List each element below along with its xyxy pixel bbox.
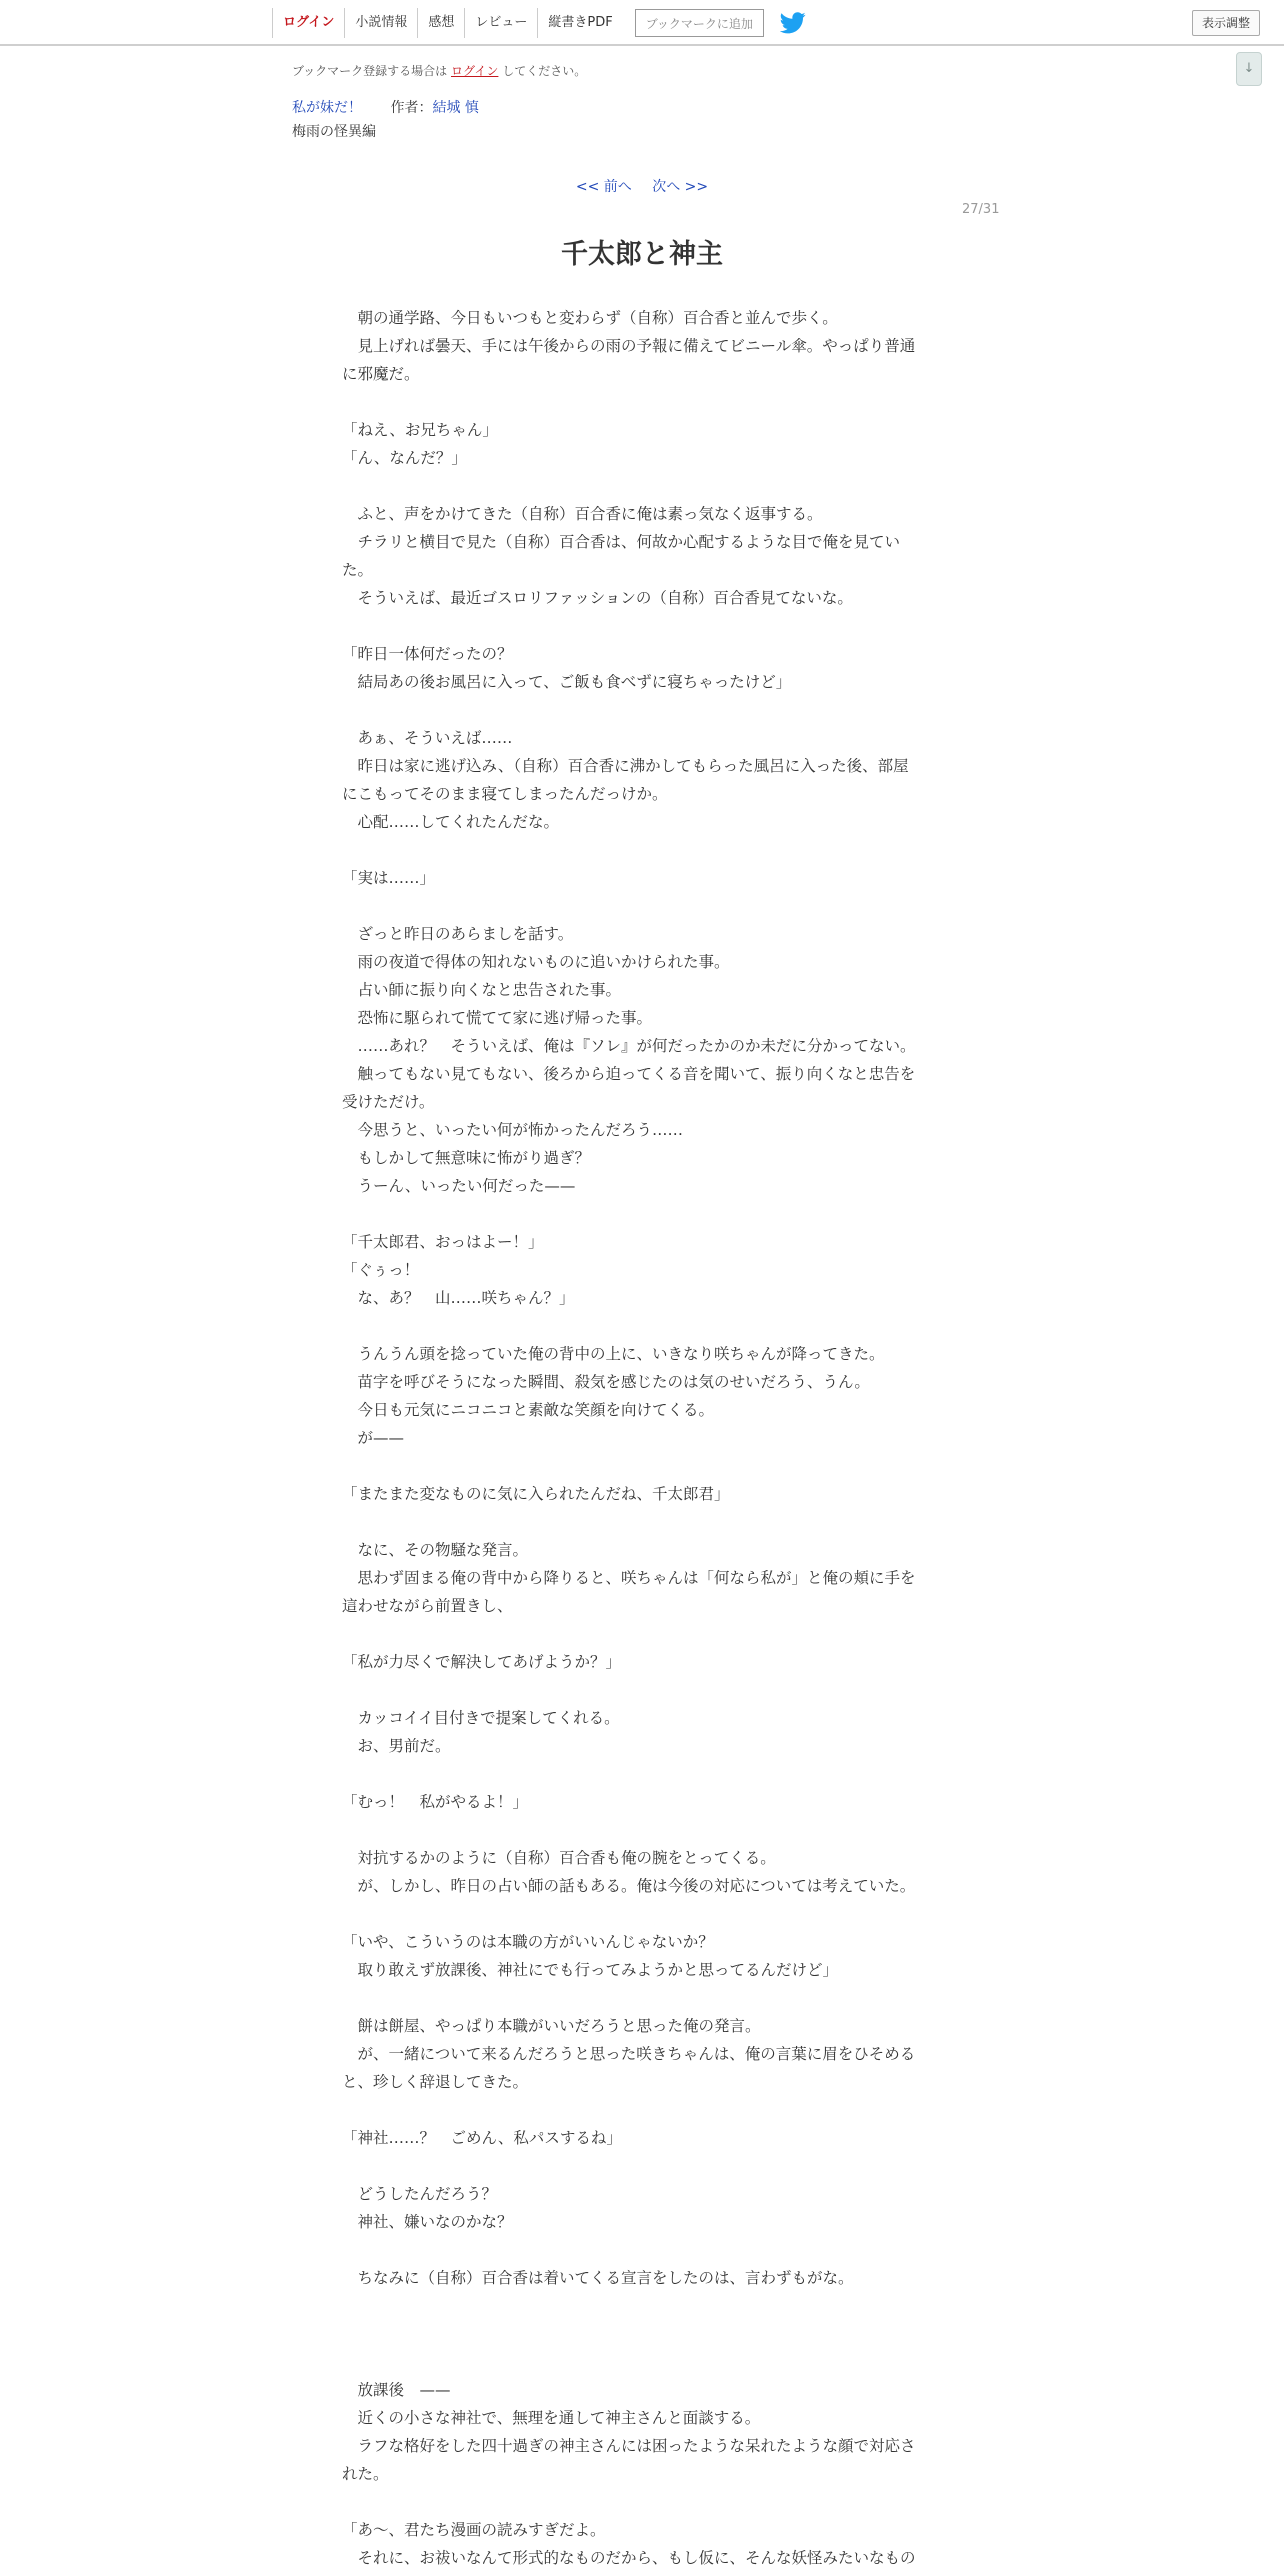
novel-header bbox=[292, 97, 479, 117]
body-line: 「ねえ、お兄ちゃん」 bbox=[342, 421, 498, 439]
body-line: 苗字を呼びそうになった瞬間、殺気を感じたのは気のせいだろう、うん。 bbox=[342, 1373, 870, 1391]
body-line: うーん、いったい何だった—— bbox=[342, 1177, 576, 1195]
body-line: 取り敢えず放課後、神社にでも行ってみようかと思ってるんだけど」 bbox=[342, 1961, 839, 1979]
next-page-link[interactable]: 次へ >> bbox=[652, 179, 709, 195]
body-line: 見上げれば曇天、手には午後からの雨の予報に備えてビニール傘。やっぱり普通 bbox=[342, 337, 916, 355]
body-line: どうしたんだろう？ bbox=[342, 2185, 498, 2203]
notice-suffix: してください。 bbox=[502, 64, 587, 78]
notice-login-link[interactable]: ログイン bbox=[451, 64, 499, 78]
body-line bbox=[342, 1620, 940, 1648]
body-line bbox=[342, 472, 940, 500]
display-settings-button[interactable]: 表示調整 bbox=[1192, 10, 1260, 36]
notice-prefix: ブックマーク登録する場合は bbox=[292, 64, 448, 78]
body-line bbox=[342, 2348, 940, 2376]
chapter-title: 梅雨の怪異編 bbox=[292, 124, 376, 140]
body-line bbox=[342, 612, 940, 640]
novel-info-link[interactable]: 小説情報 bbox=[344, 8, 417, 38]
body-line bbox=[342, 892, 940, 920]
body-line: な、あ？ 山……咲ちゃん？」 bbox=[342, 1289, 575, 1307]
body-line: 「ん、なんだ？」 bbox=[342, 449, 467, 467]
novel-body bbox=[342, 304, 940, 2572]
body-line: 「ぐぅっ！ bbox=[342, 1261, 420, 1279]
body-line: なに、その物騒な発言。 bbox=[342, 1541, 529, 1559]
body-line: もしかして無意味に怖がり過ぎ？ bbox=[342, 1149, 591, 1167]
body-line: 「むっ！ 私がやるよ！」 bbox=[342, 1793, 529, 1811]
top-navigation-bar bbox=[0, 0, 1284, 46]
body-line: 恐怖に駆られて慌てて家に逃げ帰った事。 bbox=[342, 1009, 653, 1027]
body-line: 放課後 —— bbox=[342, 2381, 451, 2399]
body-line bbox=[342, 696, 940, 724]
body-line bbox=[342, 1816, 940, 1844]
body-line: 「昨日一体何だったの？ bbox=[342, 645, 513, 663]
body-line: 「私が力尽くで解決してあげようか？」 bbox=[342, 1653, 622, 1671]
body-line bbox=[342, 2292, 940, 2320]
review-link[interactable]: レビュー bbox=[464, 8, 537, 38]
body-line bbox=[342, 2152, 940, 2180]
body-line bbox=[342, 1508, 940, 1536]
body-line: 今思うと、いったい何が怖かったんだろう…… bbox=[342, 1121, 684, 1139]
body-line bbox=[342, 2320, 940, 2348]
body-line bbox=[342, 1200, 940, 1228]
body-line: うんうん頭を捻っていた俺の背中の上に、いきなり咲ちゃんが降ってきた。 bbox=[342, 1345, 885, 1363]
body-line: と、珍しく辞退してきた。 bbox=[342, 2073, 529, 2091]
body-line: ラフな格好をした四十過ぎの神主さんには困ったような呆れたような顔で対応さ bbox=[342, 2437, 916, 2455]
body-line bbox=[342, 1452, 940, 1480]
login-link[interactable]: ログイン bbox=[272, 8, 344, 38]
body-line bbox=[342, 2488, 940, 2516]
body-line bbox=[342, 1312, 940, 1340]
body-line: が、一緒について来るんだろうと思った咲きちゃんは、俺の言葉に眉をひそめる bbox=[342, 2045, 916, 2063]
body-line bbox=[342, 1760, 940, 1788]
body-line: た。 bbox=[342, 561, 374, 579]
body-line: お、男前だ。 bbox=[342, 1737, 451, 1755]
body-line: 心配……してくれたんだな。 bbox=[342, 813, 560, 831]
body-line: ……あれ？ そういえば、俺は『ソレ』が何だったかのか未だに分かってない。 bbox=[342, 1037, 916, 1055]
body-line: ふと、声をかけてきた（自称）百合香に俺は素っ気なく返事する。 bbox=[342, 505, 823, 523]
body-line: 「実は……」 bbox=[342, 869, 436, 887]
body-line: が、しかし、昨日の占い師の話もある。俺は今後の対応については考えていた。 bbox=[342, 1877, 916, 1895]
body-line: にこもってそのまま寝てしまったんだっけか。 bbox=[342, 785, 668, 803]
body-line: ちなみに（自称）百合香は着いてくる宣言をしたのは、言わずもがな。 bbox=[342, 2269, 854, 2287]
twitter-icon[interactable] bbox=[780, 12, 806, 34]
body-line: 朝の通学路、今日もいつもと変わらず（自称）百合香と並んで歩く。 bbox=[342, 309, 838, 327]
body-line: あぁ、そういえば…… bbox=[342, 729, 513, 747]
body-line bbox=[342, 1676, 940, 1704]
body-line bbox=[342, 836, 940, 864]
body-line: 這わせながら前置きし、 bbox=[342, 1597, 513, 1615]
prev-page-link[interactable]: << 前へ bbox=[575, 179, 632, 195]
body-line: 「あ～、君たち漫画の読みすぎだよ。 bbox=[342, 2521, 606, 2539]
episode-title: 千太郎と神主 bbox=[561, 239, 723, 270]
body-line bbox=[342, 1984, 940, 2012]
body-line: そういえば、最近ゴスロリファッションの（自称）百合香見てないな。 bbox=[342, 589, 853, 607]
body-line: 対抗するかのように（自称）百合香も俺の腕をとってくる。 bbox=[342, 1849, 776, 1867]
body-line: カッコイイ目付きで提案してくれる。 bbox=[342, 1709, 620, 1727]
body-line: 「神社……？ ごめん、私パスするね」 bbox=[342, 2129, 622, 2147]
body-line: 近くの小さな神社で、無理を通して神主さんと面談する。 bbox=[342, 2409, 761, 2427]
body-line: 占い師に振り向くなと忠告された事。 bbox=[342, 981, 622, 999]
body-line: 今日も元気にニコニコと素敵な笑顔を向けてくる。 bbox=[342, 1401, 715, 1419]
body-line: 触ってもない見てもない、後ろから迫ってくる音を聞いて、振り向くなと忠告を bbox=[342, 1065, 916, 1083]
body-line: 「またまた変なものに気に入られたんだね、千太郎君」 bbox=[342, 1485, 730, 1503]
global-nav bbox=[272, 8, 806, 38]
pager bbox=[0, 176, 1284, 196]
author-link[interactable]: 結城 慎 bbox=[432, 100, 479, 116]
body-line bbox=[342, 388, 940, 416]
body-line: 受けただけ。 bbox=[342, 1093, 435, 1111]
body-line: 神社、嫌いなのかな？ bbox=[342, 2213, 513, 2231]
body-line: れた。 bbox=[342, 2465, 389, 2483]
body-line bbox=[342, 2236, 940, 2264]
body-line: それに、お祓いなんて形式的なものだから、もし仮に、そんな妖怪みたいなもの bbox=[342, 2549, 916, 2567]
body-line: 「千太郎君、おっはよー！」 bbox=[342, 1233, 544, 1251]
page-count: 27/31 bbox=[962, 202, 1000, 217]
body-line: 昨日は家に逃げ込み、（自称）百合香に沸かしてもらった風呂に入った後、部屋 bbox=[342, 757, 909, 775]
scroll-down-icon[interactable]: ↓ bbox=[1236, 52, 1262, 86]
impressions-link[interactable]: 感想 bbox=[417, 8, 464, 38]
body-line: チラリと横目で見た（自称）百合香は、何故か心配するような目で俺を見てい bbox=[342, 533, 901, 551]
novel-title-link[interactable]: 私が妹だ！ bbox=[292, 100, 362, 116]
vertical-pdf-link[interactable]: 縦書きPDF bbox=[537, 8, 622, 38]
body-line bbox=[342, 1900, 940, 1928]
body-line: 結局あの後お風呂に入って、ご飯も食べずに寝ちゃったけど」 bbox=[342, 673, 792, 691]
body-line: に邪魔だ。 bbox=[342, 365, 420, 383]
body-line: が—— bbox=[342, 1429, 405, 1447]
body-line: 思わず固まる俺の背中から降りると、咲ちゃんは「何なら私が」と俺の頬に手を bbox=[342, 1569, 916, 1587]
author-label: 作者： bbox=[390, 100, 433, 116]
body-line: ざっと昨日のあらましを話す。 bbox=[342, 925, 574, 943]
body-line: 「いや、こういうのは本職の方がいいんじゃないか？ bbox=[342, 1933, 714, 1951]
body-line bbox=[342, 2096, 940, 2124]
add-bookmark-button[interactable]: ブックマークに追加 bbox=[635, 9, 764, 37]
body-line: 雨の夜道で得体の知れないものに追いかけられた事。 bbox=[342, 953, 730, 971]
body-line: 餅は餅屋、やっぱり本職がいいだろうと思った俺の発言。 bbox=[342, 2017, 761, 2035]
bookmark-notice bbox=[292, 62, 586, 79]
